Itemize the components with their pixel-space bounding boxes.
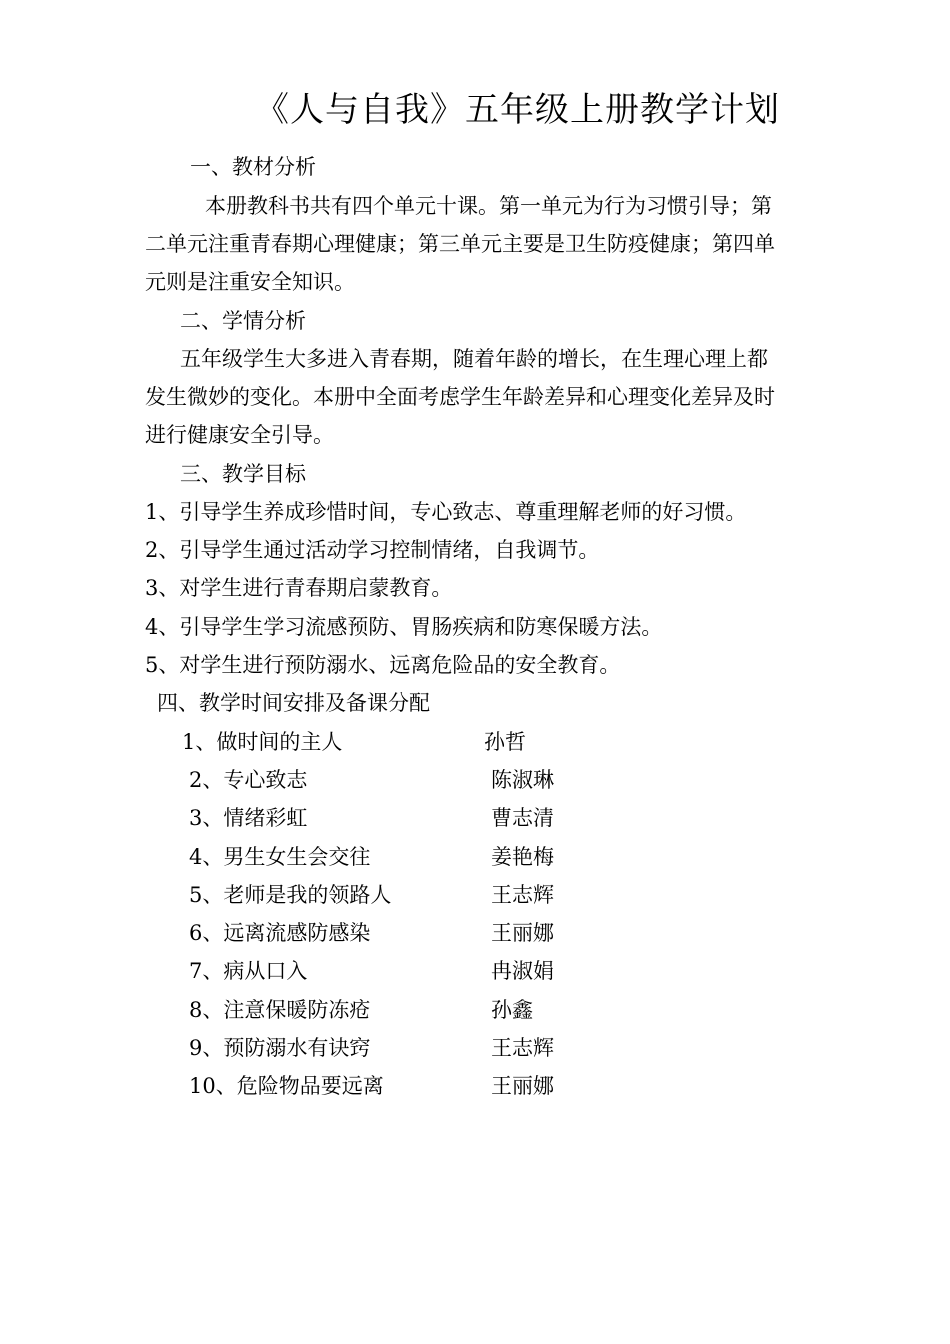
schedule-topic: 1、做时间的主人: [182, 730, 343, 754]
schedule-teacher: 曹志清: [491, 806, 554, 830]
goal-item: 2、引导学生通过活动学习控制情绪，自我调节。: [145, 538, 600, 562]
schedule-teacher: 孙鑫: [491, 998, 533, 1022]
goal-item: 3、对学生进行青春期启蒙教育。: [145, 576, 453, 600]
schedule-topic: 5、老师是我的领路人: [189, 883, 392, 907]
section-heading-schedule: 四、教学时间安排及备课分配: [157, 691, 430, 715]
document-title: 《人与自我》五年级上册教学计划: [255, 90, 780, 130]
schedule-teacher: 姜艳梅: [491, 845, 554, 869]
schedule-topic: 3、情绪彩虹: [189, 806, 308, 830]
goal-item: 1、引导学生养成珍惜时间，专心致志、尊重理解老师的好习惯。: [145, 500, 747, 524]
schedule-topic: 2、专心致志: [189, 768, 308, 792]
schedule-teacher: 王丽娜: [491, 921, 554, 945]
schedule-teacher: 王丽娜: [491, 1074, 554, 1098]
students-paragraph-line: 进行健康安全引导。: [145, 423, 334, 447]
materials-paragraph-line: 本册教科书共有四个单元十课。第一单元为行为习惯引导；第: [205, 194, 772, 218]
schedule-teacher: 冉淑娟: [491, 959, 554, 983]
section-heading-materials: 一、教材分析: [190, 155, 316, 179]
schedule-teacher: 王志辉: [491, 1036, 554, 1060]
schedule-topic: 9、预防溺水有诀窍: [189, 1036, 371, 1060]
materials-paragraph-line: 元则是注重安全知识。: [145, 270, 355, 294]
goal-item: 5、对学生进行预防溺水、远离危险品的安全教育。: [145, 653, 621, 677]
schedule-topic: 8、注意保暖防冻疮: [189, 998, 371, 1022]
goal-item: 4、引导学生学习流感预防、胃肠疾病和防寒保暖方法。: [145, 615, 663, 639]
schedule-topic: 7、病从口入: [189, 959, 308, 983]
students-paragraph-line: 发生微妙的变化。本册中全面考虑学生年龄差异和心理变化差异及时: [145, 385, 775, 409]
schedule-teacher: 陈淑琳: [491, 768, 554, 792]
students-paragraph-line: 五年级学生大多进入青春期，随着年龄的增长，在生理心理上都: [180, 347, 768, 371]
schedule-teacher: 孙哲: [484, 730, 526, 754]
schedule-topic: 10、危险物品要远离: [189, 1074, 384, 1098]
section-heading-students: 二、学情分析: [180, 309, 306, 333]
section-heading-goals: 三、教学目标: [180, 462, 306, 486]
schedule-topic: 4、男生女生会交往: [189, 845, 371, 869]
schedule-teacher: 王志辉: [491, 883, 554, 907]
materials-paragraph-line: 二单元注重青春期心理健康；第三单元主要是卫生防疫健康；第四单: [145, 232, 775, 256]
schedule-topic: 6、远离流感防感染: [189, 921, 371, 945]
